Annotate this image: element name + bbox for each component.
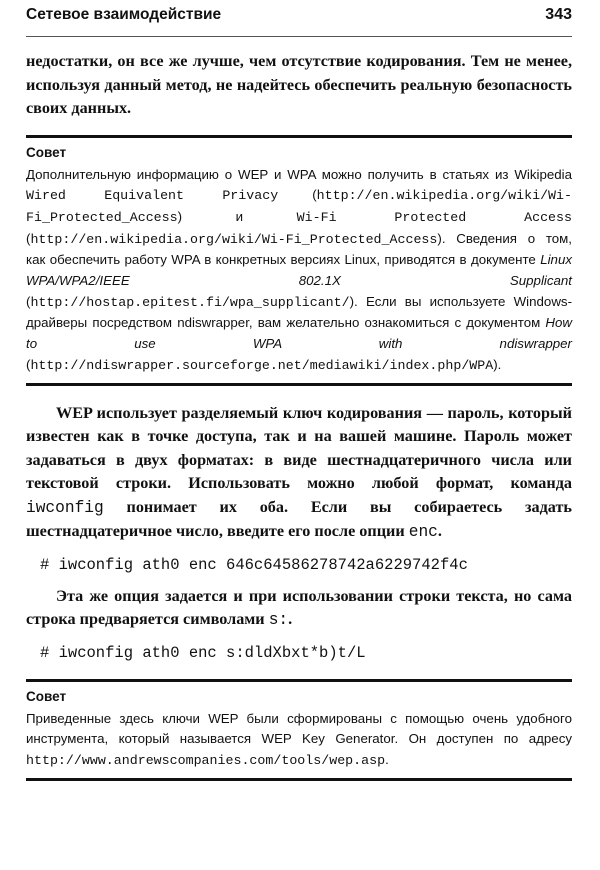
tip-text: ( xyxy=(26,230,31,246)
intro-paragraph xyxy=(26,50,572,121)
tip-url: http://www.andrewscompanies.com/tools/wep.asp xyxy=(26,752,386,768)
tip-text: ). Если вы используете Windows-драйверы посредством ndiswrapper, вам желательно ознакомиться с документом xyxy=(26,293,572,331)
intro-text: недостатки, он все же лучше, чем отсутствие кодирования. Тем не менее, используя данный метод, не надейтесь обеспечить реальную безопасность своих данных. xyxy=(26,52,572,117)
tip-body xyxy=(26,165,572,377)
tip-rule-bottom xyxy=(26,778,572,781)
tip-mono: Wired Equivalent Privacy xyxy=(26,188,279,204)
tip-box-1 xyxy=(26,135,572,386)
inline-code: enc xyxy=(408,523,438,542)
tip-text: . xyxy=(385,751,389,767)
body-paragraph-1 xyxy=(26,402,572,545)
tip-text: Приведенные здесь ключи WEP были сформированы с помощью очень удобного инструмента, который называется WEP Key Generator. Он доступен по адресу xyxy=(26,710,572,747)
tip-url: http://en.wikipedia.org/wiki/Wi-Fi_Protected_Access xyxy=(26,188,572,225)
body-paragraph-2 xyxy=(26,585,572,633)
main-text-2 xyxy=(26,585,572,633)
code-line-string: # iwconfig ath0 enc s:dldXbxt*b)t/L xyxy=(40,643,366,662)
body-text: . xyxy=(437,522,442,541)
tip-doc-title: How to use WPA with ndiswrapper xyxy=(26,315,572,352)
tip-rule-top xyxy=(26,679,572,682)
tip-url: http://en.wikipedia.org/wiki/Wi-Fi_Protected_Access xyxy=(30,231,438,247)
running-header xyxy=(26,0,572,37)
tip-url: http://hostap.epitest.fi/wpa_supplicant/ xyxy=(30,294,350,310)
tip-mono: Wi-Fi Protected Access xyxy=(296,209,572,225)
tip-text: ) и xyxy=(177,208,297,224)
tip-text: ( xyxy=(278,187,317,203)
body-text: . xyxy=(288,610,293,629)
inline-code: s: xyxy=(268,611,289,630)
tip-title: Совет xyxy=(26,144,67,160)
tip-text: ). xyxy=(493,356,502,372)
tip-text: ( xyxy=(26,293,31,309)
body-text: WEP использует разделяемый ключ кодирования — пароль, который известен как в точке доступа, так и на вашей машине. Пароль может задаваться в двух форматах: в виде шестнадцатеричного числа или текстовой строки. Использовать можно любой формат, команда xyxy=(26,403,572,493)
main-text xyxy=(26,402,572,545)
code-line-hex: # iwconfig ath0 enc 646c64586278742a6229742f4c xyxy=(40,555,468,574)
inline-code: iwconfig xyxy=(26,498,104,517)
tip-text: ( xyxy=(26,356,31,372)
chapter-title: Сетевое взаимодействие xyxy=(26,6,222,23)
page-number: 343 xyxy=(545,6,572,23)
tip-url: http://ndiswrapper.sourceforge.net/mediawiki/index.php/WPA xyxy=(30,357,494,373)
tip-box-2 xyxy=(26,679,572,781)
tip-title: Совет xyxy=(26,688,67,704)
tip-text: ). Сведения о том, как обеспечить работу WPA в конкретных версиях Linux, приводятся в документе xyxy=(26,230,572,268)
tip-text: Дополнительную информацию о WEP и WPA можно получить в статьях из Wikipedia xyxy=(26,166,572,182)
tip-body xyxy=(26,709,572,772)
body-text: понимает их оба. Если вы собираетесь задать шестнадцатеричное число, введите его после опции xyxy=(26,497,572,541)
tip-rule-bottom xyxy=(26,383,572,386)
body-text: Эта же опция задается и при использовании строки текста, но сама строка предваряется символами xyxy=(26,586,572,629)
tip-doc-title: Linux WPA/WPA2/IEEE 802.1X Supplicant xyxy=(26,252,572,289)
tip-rule-top xyxy=(26,135,572,138)
